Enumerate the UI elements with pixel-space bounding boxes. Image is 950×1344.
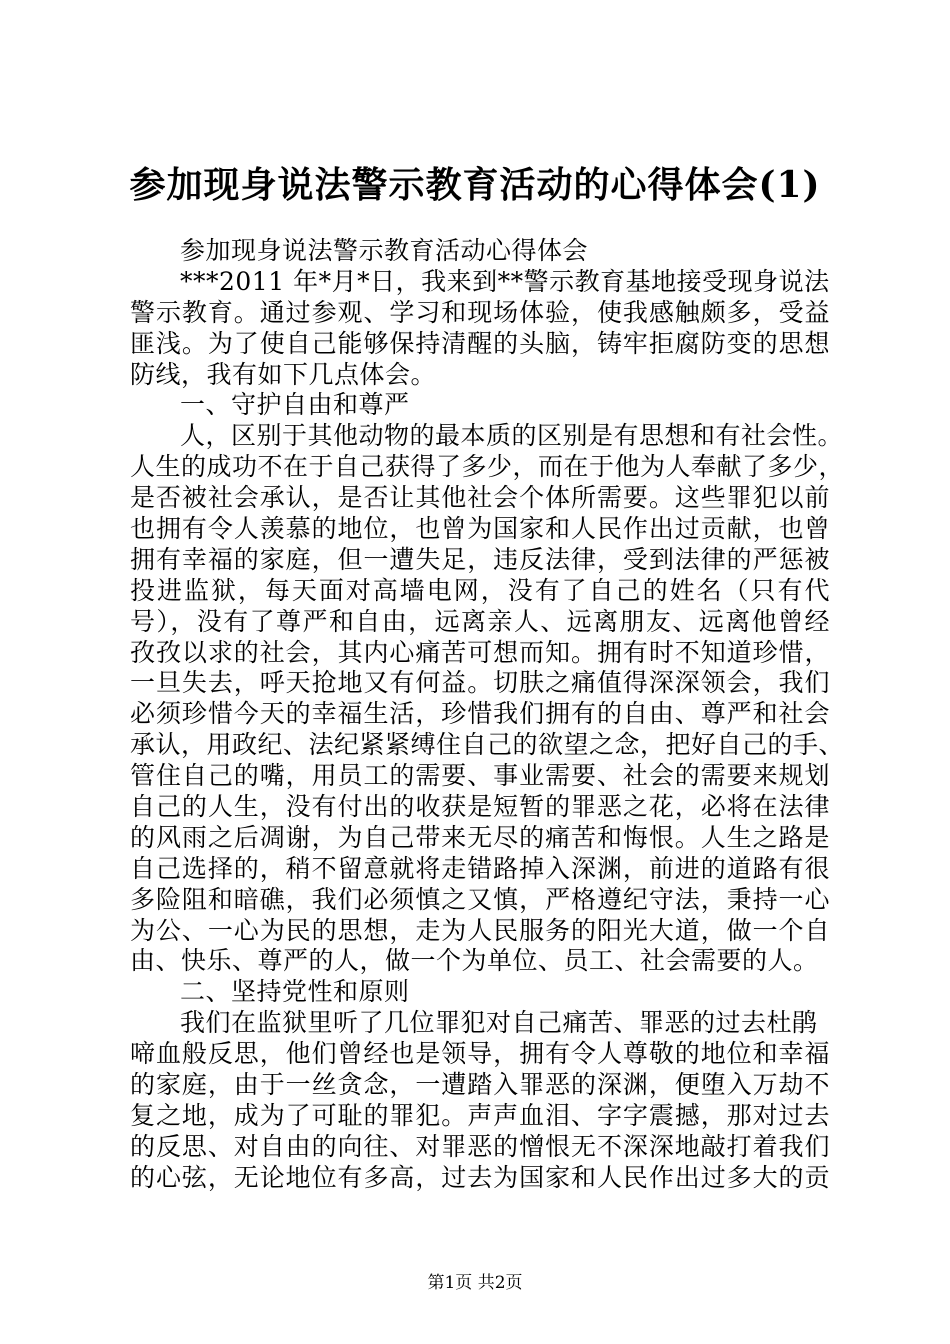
body-line: 号），没有了尊严和自由，远离亲人、远离朋友、远离他曾经 bbox=[130, 606, 830, 636]
body-line: 的风雨之后凋谢，为自己带来无尽的痛苦和悔恨。人生之路是 bbox=[130, 822, 830, 852]
body-line: 自己的人生，没有付出的收获是短暂的罪恶之花，必将在法律 bbox=[130, 792, 830, 822]
body-line: 是否被社会承认，是否让其他社会个体所需要。这些罪犯以前 bbox=[130, 483, 830, 513]
body-line: 为公、一心为民的思想，走为人民服务的阳光大道，做一个自 bbox=[130, 915, 830, 945]
body-line: 防线，我有如下几点体会。 bbox=[130, 359, 437, 389]
body-line: 我们在监狱里听了几位罪犯对自己痛苦、罪恶的过去杜鹃 bbox=[180, 1008, 818, 1038]
body-line: 也拥有令人羡慕的地位，也曾为国家和人民作出过贡献，也曾 bbox=[130, 514, 830, 544]
body-line: ***2011 年*月*日，我来到**警示教育基地接受现身说法 bbox=[180, 266, 830, 296]
body-line: 人，区别于其他动物的最本质的区别是有思想和有社会性。 bbox=[180, 421, 844, 451]
body-line: 人生的成功不在于自己获得了多少，而在于他为人奉献了多少， bbox=[130, 452, 845, 482]
body-line: 的心弦，无论地位有多高，过去为国家和人民作出过多大的贡 bbox=[130, 1162, 830, 1192]
body-line: 拥有幸福的家庭，但一遭失足，违反法律，受到法律的严惩被 bbox=[130, 544, 830, 574]
page-footer: 第1页 共2页 bbox=[427, 1273, 523, 1293]
body-line: 自己选择的，稍不留意就将走错路掉入深渊，前进的道路有很 bbox=[130, 853, 830, 883]
body-line: 孜孜以求的社会，其内心痛苦可想而知。拥有时不知道珍惜， bbox=[130, 637, 830, 667]
body-line: 啼血般反思，他们曾经也是领导，拥有令人尊敬的地位和幸福 bbox=[130, 1039, 830, 1069]
body-line: 必须珍惜今天的幸福生活，珍惜我们拥有的自由、尊严和社会 bbox=[130, 699, 830, 729]
body-line: 的家庭，由于一丝贪念，一遭踏入罪恶的深渊，便堕入万劫不 bbox=[130, 1070, 830, 1100]
document-title: 参加现身说法警示教育活动的心得体会(1) bbox=[129, 164, 821, 206]
body-line: 投进监狱，每天面对高墙电网，没有了自己的姓名（只有代 bbox=[130, 575, 830, 605]
body-line: 参加现身说法警示教育活动心得体会 bbox=[180, 236, 589, 265]
body-line: 多险阻和暗礁，我们必须慎之又慎，严格遵纪守法，秉持一心 bbox=[130, 884, 830, 914]
body-line: 管住自己的嘴，用员工的需要、事业需要、社会的需要来规划 bbox=[130, 761, 830, 791]
body-line: 复之地，成为了可耻的罪犯。声声血泪、字字震撼，那对过去 bbox=[130, 1100, 830, 1130]
body-line: 由、快乐、尊严的人，做一个为单位、员工、社会需要的人。 bbox=[130, 946, 819, 976]
body-line: 一、守护自由和尊严 bbox=[180, 390, 410, 420]
body-line: 一旦失去，呼天抢地又有何益。切肤之痛值得深深领会，我们 bbox=[130, 668, 830, 698]
body-line: 的反思、对自由的向往、对罪恶的憎恨无不深深地敲打着我们 bbox=[130, 1131, 830, 1161]
body-line: 承认，用政纪、法纪紧紧缚住自己的欲望之念，把好自己的手、 bbox=[130, 730, 845, 760]
document-body bbox=[130, 236, 845, 1194]
body-line: 警示教育。通过参观、学习和现场体验，使我感触颇多，受益 bbox=[130, 297, 830, 327]
body-line: 二、坚持党性和原则 bbox=[180, 977, 410, 1007]
body-line: 匪浅。为了使自己能够保持清醒的头脑，铸牢拒腐防变的思想 bbox=[130, 328, 830, 358]
